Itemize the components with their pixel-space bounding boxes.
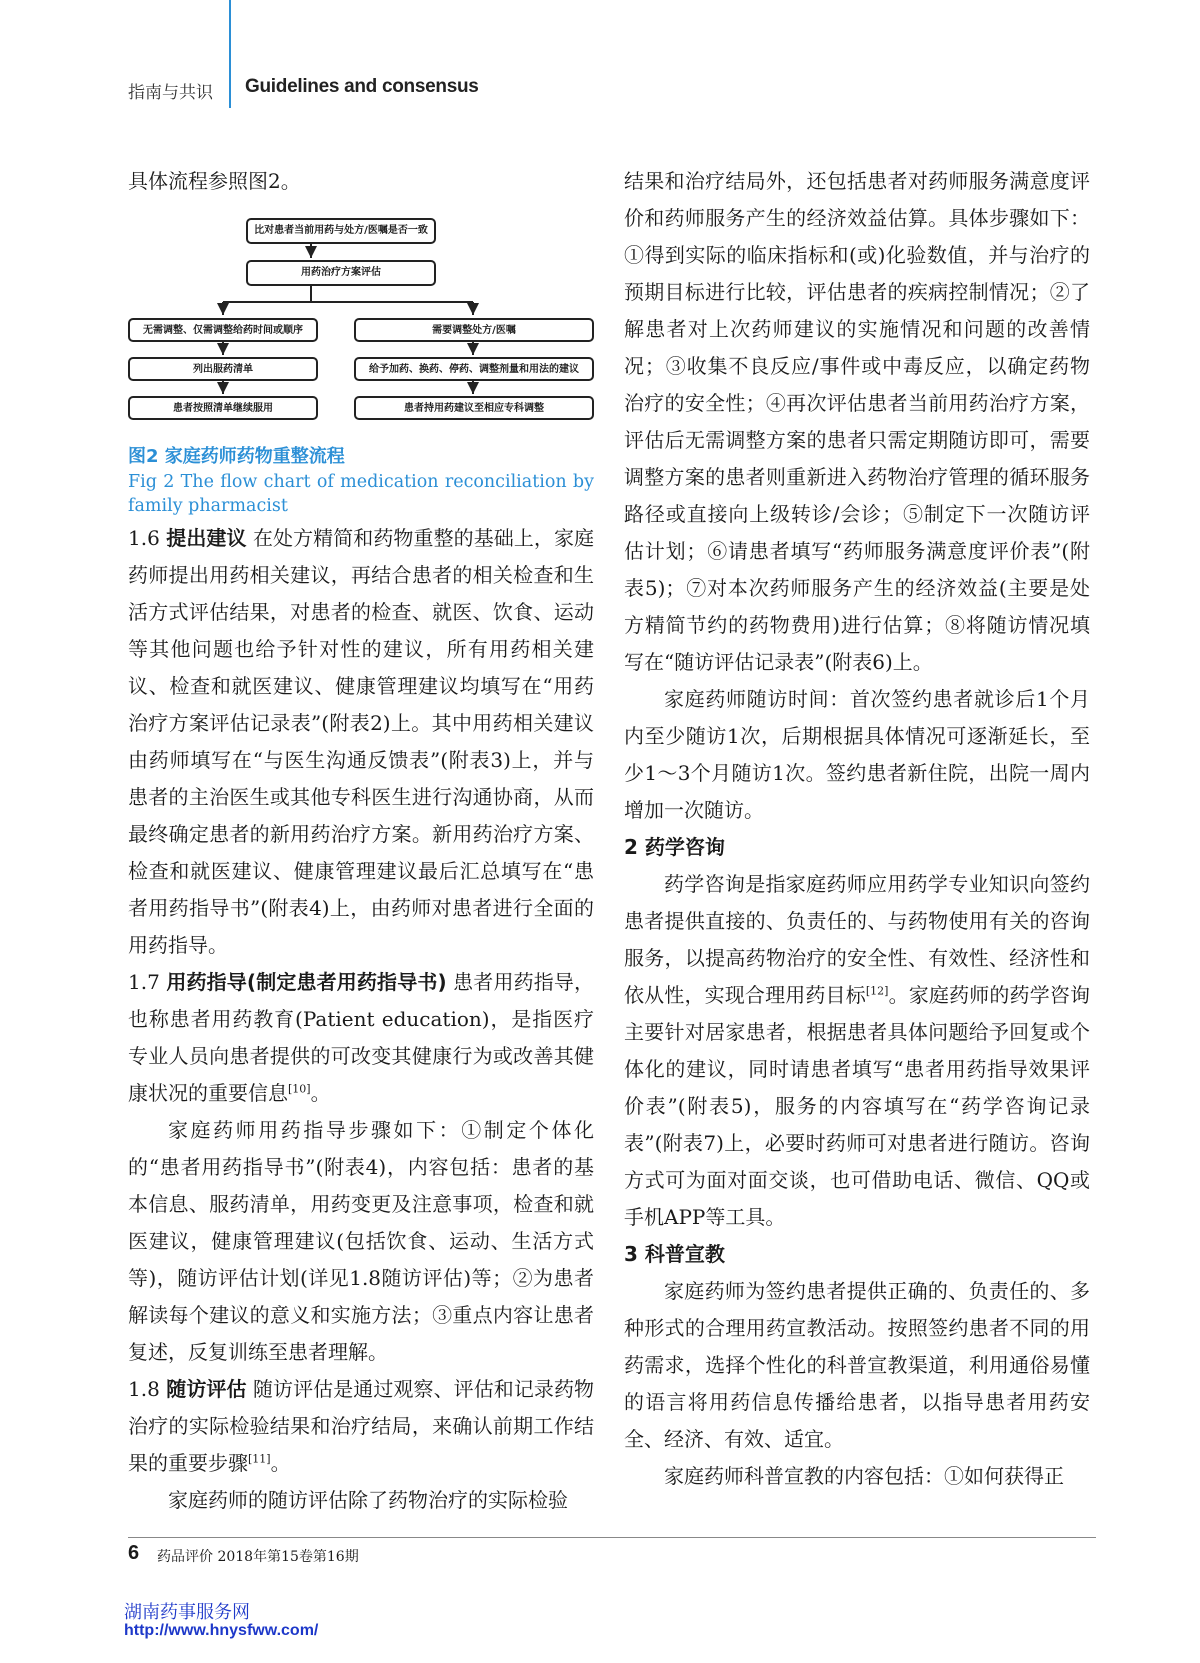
flow-left-continue: 患者按照清单继续服用 (128, 396, 318, 420)
ref-10: [10] (288, 1082, 311, 1096)
section-1-8-title: 随访评估 (166, 1377, 247, 1401)
right-column (624, 163, 1090, 1495)
section-1-7-end: 。 (310, 1081, 331, 1105)
flow-left-list: 列出服药清单 (128, 357, 318, 381)
last-paragraph: 家庭药师科普宣教的内容包括：①如何获得正 (664, 1464, 1064, 1488)
guidance-steps-paragraph: 家庭药师用药指导步骤如下：①制定个体化的“患者用药指导书”(附表4)，内容包括：患者的基本信息、服药清单，用药变更及注意事项，检查和就医建议，健康管理建议(包括饮食、运动、生活方式等)，随访评估计划(详见1.8随访评估)等；②为患者解读每个建议的意义和实施方法；③重点内容让患者复述，反复训练至患者理解。 (128, 1118, 594, 1364)
figure-caption-cn: 图2 家庭药师药物重整流程 (128, 446, 345, 467)
section-1-8-text: 随访评估是通过观察、评估和记录药物治疗的实际检验结果和治疗结局，来确认前期工作结果的重要步骤 (128, 1377, 595, 1475)
section-1-7-text: 患者用药指导，也称患者用药教育(Patient education)，是指医疗专业人员向患者提供的可改变其健康行为或改善其健康状况的重要信息 (128, 970, 595, 1105)
flow-right-adjust: 需要调整处方/医嘱 (354, 318, 594, 342)
section-2-paragraph (624, 866, 1090, 1236)
followup-paragraph-start: 家庭药师的随访评估除了药物治疗的实际检验 (168, 1488, 568, 1512)
header-rule (229, 0, 231, 108)
intro-line: 具体流程参照图2。 (128, 169, 301, 193)
journal-info: 药品评价 2018年第15卷第16期 (157, 1549, 359, 1565)
section-1-7-title: 用药指导(制定患者用药指导书) (166, 970, 447, 994)
footer-rule (128, 1537, 1096, 1538)
section-1-8-end: 。 (270, 1451, 291, 1475)
section-1-6-title: 提出建议 (166, 526, 247, 550)
flow-right-advice: 给予加药、换药、停药、调整剂量和用法的建议 (354, 357, 594, 381)
watermark-name: 湖南药事服务网 (124, 1602, 250, 1623)
followup-paragraph-cont: 结果和治疗结局外，还包括患者对药师服务满意度评价和药师服务产生的经济效益估算。具体步骤如下：①得到实际的临床指标和(或)化验数值，并与治疗的预期目标进行比较，评估患者的疾病控制情况；②了解患者对上次药师建议的实施情况和问题的改善情况；③收集不良反应/事件或中毒反应，以确定药物治疗的安全性；④再次评估患者当前用药治疗方案，评估后无需调整方案的患者只需定期随访即可，需要调整方案的患者则重新进入药物治疗管理的循环服务路径或直接向上级转诊/会诊；⑤制定下一次随访评估计划；⑥请患者填写“药师服务满意度评价表”(附表5)；⑦对本次药师服务产生的经济效益(主要是处方精简节约的药物费用)进行估算；⑧将随访情况填写在“随访评估记录表”(附表6)上。 (624, 169, 1090, 674)
flow-step-evaluate: 用药治疗方案评估 (246, 260, 436, 286)
section-2-heading: 2 药学咨询 (624, 835, 725, 859)
section-1-8-number: 1.8 (128, 1377, 160, 1401)
section-1-7 (128, 964, 594, 1112)
flow-right-specialist: 患者持用药建议至相应专科调整 (354, 396, 594, 420)
section-1-6-text: 在处方精简和药物重整的基础上，家庭药师提出用药相关建议，再结合患者的相关检查和生活方式评估结果，对患者的检查、就医、饮食、运动等其他问题也给予针对性的建议，所有用药相关建议、检查和就医建议、健康管理建议均填写在“用药治疗方案评估记录表”(附表2)上。其中用药相关建议由药师填写在“与医生沟通反馈表”(附表3)上，并与患者的主治医生或其他专科医生进行沟通协商，从而最终确定患者的新用药治疗方案。新用药治疗方案、检查和就医建议、健康管理建议最后汇总填写在“患者用药指导书”(附表4)上，由药师对患者进行全面的用药指导。 (128, 526, 595, 957)
section-3-paragraph: 家庭药师为签约患者提供正确的、负责任的、多种形式的合理用药宣教活动。按照签约患者不同的用药需求，选择个性化的科普宣教渠道，利用通俗易懂的语言将用药信息传播给患者，以指导患者用药安全、经济、有效、适宜。 (624, 1279, 1090, 1451)
section-1-7-number: 1.7 (128, 970, 160, 994)
left-column (128, 163, 594, 1519)
section-2-text-b: 。家庭药师的药学咨询主要针对居家患者，根据患者具体问题给予回复或个体化的建议，同时请患者填写“患者用药指导效果评价表”(附表5)，服务的内容填写在“药学咨询记录表”(附表7)上，必要时药师可对患者进行随访。咨询方式可为面对面交谈，也可借助电话、微信、QQ或手机APP等工具。 (624, 983, 1091, 1229)
figure-caption-en: Fig 2 The flow chart of medication reconciliation by family pharmacist (128, 472, 594, 516)
watermark-url: http://www.hnysfww.com/ (124, 1622, 319, 1639)
header-section-cn: 指南与共识 (128, 83, 213, 103)
section-1-6 (128, 520, 594, 964)
ref-11: [11] (248, 1452, 271, 1466)
section-3-heading: 3 科普宣教 (624, 1242, 725, 1266)
flowchart-figure (128, 208, 594, 440)
header-section-en: Guidelines and consensus (245, 76, 479, 97)
ref-12: [12] (865, 984, 889, 998)
section-1-8 (128, 1371, 594, 1482)
section-2-text-a: 药学咨询是指家庭药师应用药学专业知识向签约患者提供直接的、负责任的、与药物使用有关的咨询服务，以提高药物治疗的安全性、有效性、经济性和依从性，实现合理用药目标 (624, 872, 1090, 1007)
flow-step-compare: 比对患者当前用药与处方/医嘱是否一致 (246, 218, 436, 244)
followup-time-paragraph: 家庭药师随访时间：首次签约患者就诊后1个月内至少随访1次，后期根据具体情况可逐渐延长，至少1～3个月随访1次。签约患者新住院，出院一周内增加一次随访。 (624, 687, 1090, 822)
section-1-6-number: 1.6 (128, 526, 160, 550)
page-number: 6 (128, 1542, 140, 1564)
flow-left-no-adjust: 无需调整、仅需调整给药时间或顺序 (128, 318, 318, 342)
